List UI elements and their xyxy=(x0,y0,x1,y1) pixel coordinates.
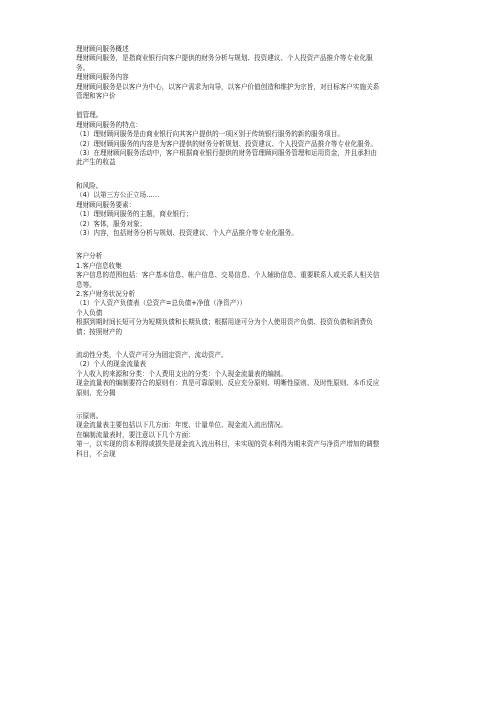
paragraph-line: 此产生的收益 xyxy=(76,158,116,167)
paragraph-line: 债；按照财产的 xyxy=(76,327,123,336)
paragraph-line: 值管理。 xyxy=(76,111,103,120)
paragraph-line: 息等。 xyxy=(76,280,96,289)
paragraph-line: 理财顾问服务是以客户为中心，以客户需求为向导，以客户价值创造和维护为宗旨，对目标客户实施关系 xyxy=(76,82,380,91)
paragraph-line: 科目，不会现 xyxy=(76,449,116,458)
list-item: （4）以第三方公正立场…… xyxy=(76,191,160,200)
list-item: （2）客体，服务对象； xyxy=(76,219,147,228)
list-item: （3）内容，包括财务分析与规划、投资建议、个人产品推介等专业化服务。 xyxy=(76,228,298,237)
paragraph-line: 和风险。 xyxy=(76,181,103,190)
list-item: （1）个人资产负债表（总资产=总负债+净值（净资产）） xyxy=(76,299,247,308)
section-customer-analysis xyxy=(76,252,428,337)
list-item: （2）个人的现金流量表 xyxy=(76,360,147,369)
paragraph-line: 原则、充分揭 xyxy=(76,388,116,397)
paragraph-line: 示原则。 xyxy=(76,412,103,420)
paragraph-line: 现金流量表的编制要符合的原则有：真是可靠原则、反应充分原则、明晰性原则、及时性原则、本币反应 xyxy=(76,379,380,388)
list-item: （1）理财顾问服务是由商业银行向其客户提供的一项区别于传统银行服务的新的服务项目。 xyxy=(76,130,344,139)
paragraph-line: 理财顾问服务，是指商业银行向客户提供的财务分析与规划、投资建议、个人投资产品推介等专业化服 xyxy=(76,54,373,63)
heading-features: 理财顾问服务的特点： xyxy=(76,120,142,129)
heading-content: 理财顾问服务内容 xyxy=(76,73,129,82)
section-cash-flow-notes xyxy=(76,412,428,459)
paragraph-line: 第一，以实现的资本利得或损失是现金流入流出科目，未实现的资本利得为期末资产与净资产增加的调整 xyxy=(76,440,380,449)
section-elements xyxy=(76,182,428,238)
paragraph-line: 务。 xyxy=(76,63,90,72)
paragraph-line: 在编制流量表时，要注意以下几个方面： xyxy=(76,430,195,439)
subheading: 2.客户财务状况分析 xyxy=(76,289,136,298)
document-body xyxy=(76,45,428,459)
paragraph-line: 个人收入的来源和分类：个人费用支出的分类：个人现金流量表的编制。 xyxy=(76,369,287,378)
subheading: 1.客户信息收集 xyxy=(76,261,122,270)
list-item: （2）理财顾问服务的内容是为客户提供的财务分析规划、投资建议、个人投资产品推介等专业化服务。 xyxy=(76,139,377,148)
heading-customer-analysis: 客户分析 xyxy=(76,252,103,261)
paragraph-line: 管理和客户价 xyxy=(76,92,116,101)
paragraph-line: 客户信息的范围包括：客户基本信息、帐户信息、交易信息、个人辅助信息、重要联系人或关系人相关信 xyxy=(76,271,380,280)
section-features xyxy=(76,111,428,167)
paragraph-line: 根据到期时间长短可分为短期负债和长期负债；根据用途可分为个人使用资产负债、投资负债和消费负 xyxy=(76,318,373,327)
heading-overview: 理财顾问服务概述 xyxy=(76,45,129,53)
paragraph-line: 流动性分类，个人资产可分为固定资产、流动资产。 xyxy=(76,350,228,359)
list-item: （1）理财顾问服务的主题，商业银行； xyxy=(76,210,193,219)
paragraph-line: 现金流量表主要包括以下几方面：年度、计量单位、现金流入流出情况。 xyxy=(76,421,287,430)
paragraph-line: 个人负债 xyxy=(76,308,103,317)
section-overview xyxy=(76,45,428,101)
list-item: （3）在理财顾问服务活动中，客户根据商业银行提供的财务管理顾问服务管理和运用资金，并且承担由 xyxy=(76,149,377,158)
heading-elements: 理财顾问服务要素： xyxy=(76,200,136,209)
section-cash-flow xyxy=(76,351,428,398)
